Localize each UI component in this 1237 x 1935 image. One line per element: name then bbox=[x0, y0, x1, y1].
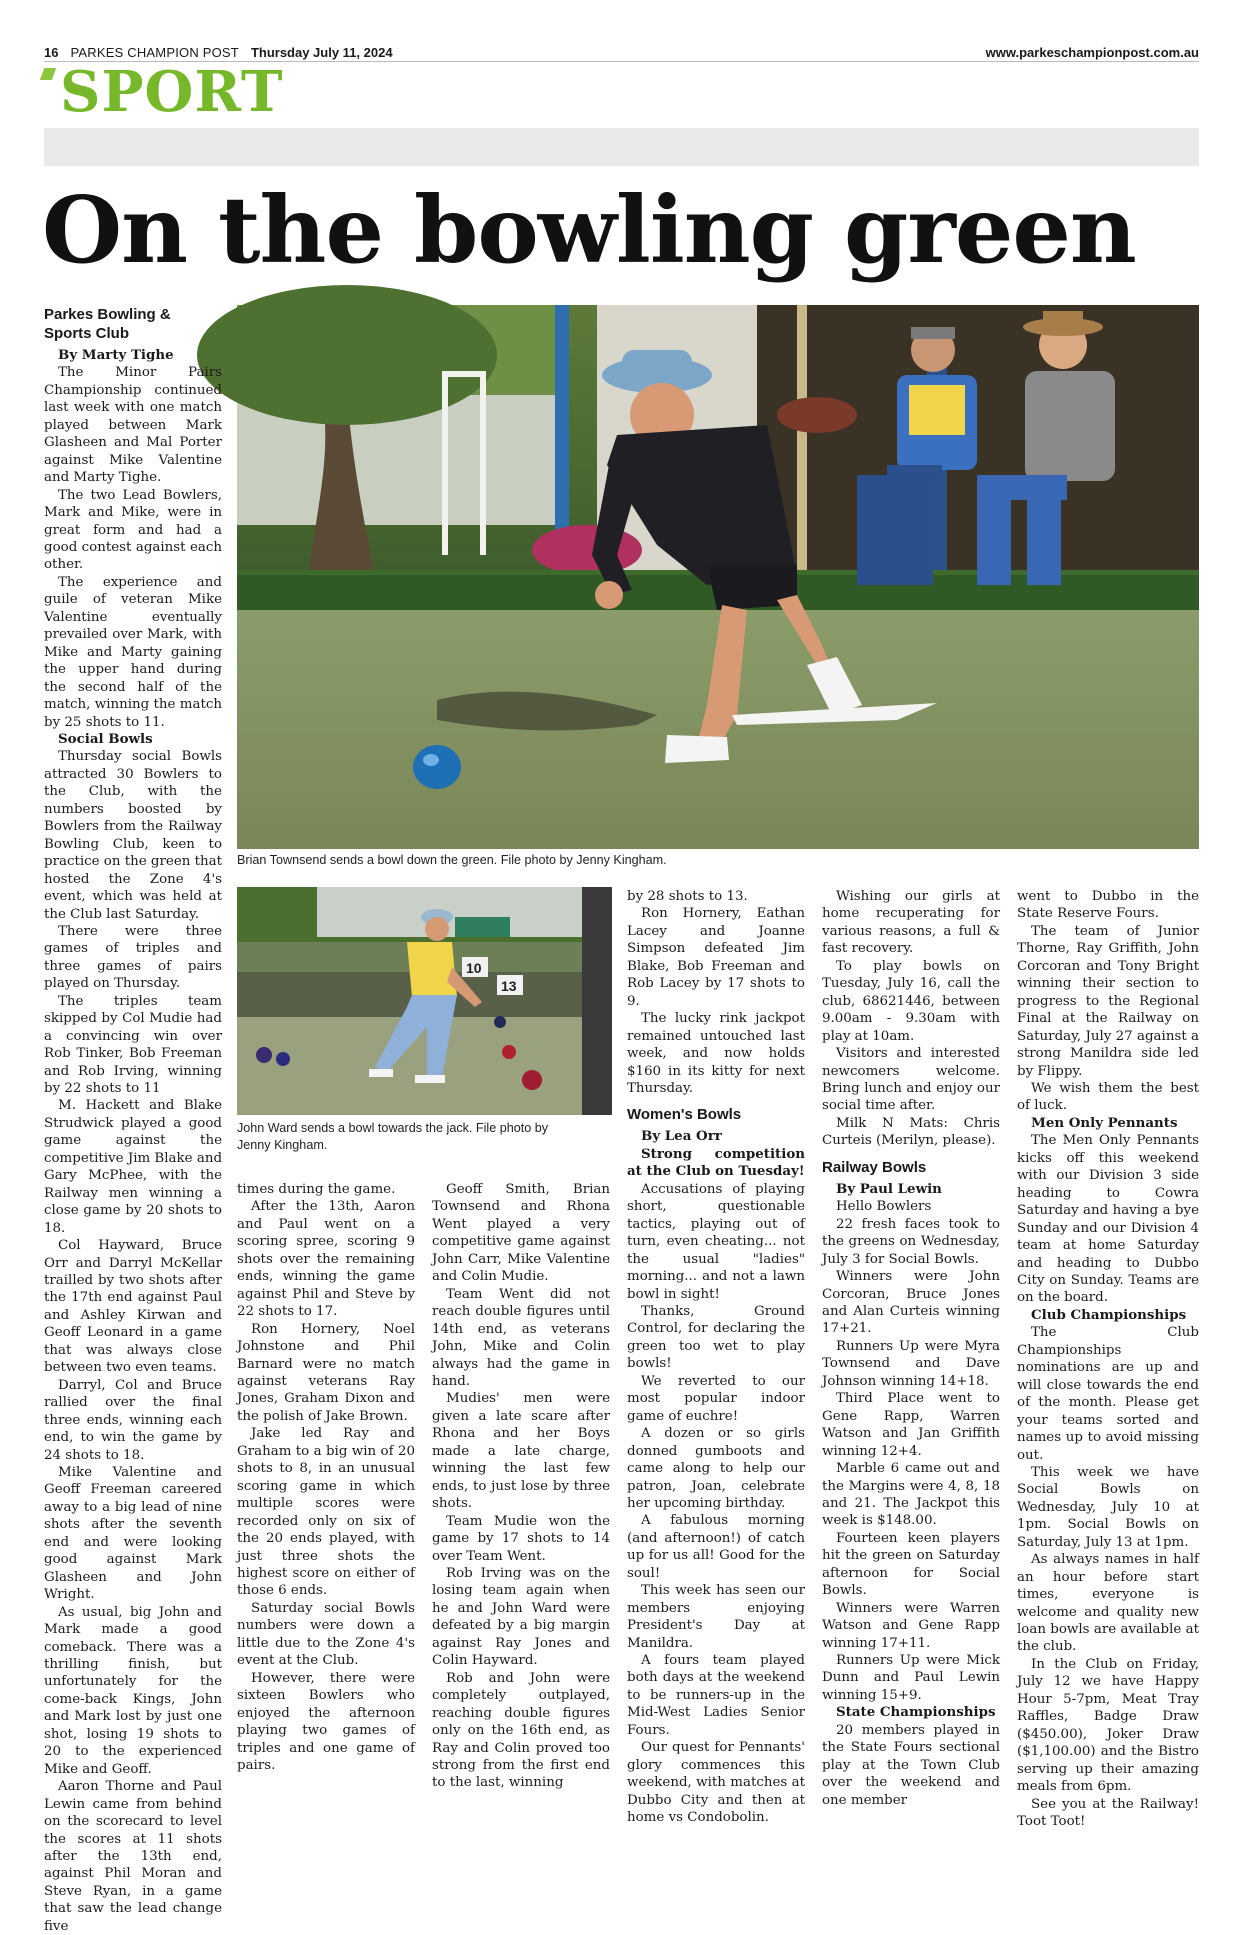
sign-number-10: 10 bbox=[466, 960, 482, 976]
paragraph: Team Went did not reach double figures until 14th end, as veterans John, Mike and Colin always had the game in hand. bbox=[432, 1286, 610, 1389]
paragraph: Winners were Warren Watson and Gene Rapp winning 17+11. bbox=[822, 1600, 1000, 1651]
paragraph: 20 members played in the State Fours sectional play at the Town Club over the weekend and one member bbox=[822, 1722, 1000, 1808]
ward-bowling-image bbox=[237, 887, 612, 1115]
paragraph: Wishing our girls at home recuperating for various reasons, a full & fast recovery. bbox=[822, 889, 1000, 957]
paragraph: After the 13th, Aaron and Paul went on a scoring spree, scoring 9 shots over the remaining ends, winning the game against Phil and Steve by 22 shots to 17. bbox=[237, 1199, 415, 1320]
paragraph: As always names in half an hour before start times, everyone is welcome and quality new loan bowls are available at the club. bbox=[1017, 1552, 1199, 1655]
section-banner bbox=[42, 59, 284, 126]
article-heading-womens: Women's Bowls bbox=[627, 1106, 742, 1124]
paragraph: We wish them the best of luck. bbox=[1017, 1080, 1199, 1114]
paragraph: A fabulous morning (and afternoon!) of catch up for us all! Good for the soul! bbox=[627, 1513, 805, 1581]
byline: By Paul Lewin bbox=[836, 1180, 942, 1197]
main-photo bbox=[237, 305, 1199, 849]
page-number: 16 bbox=[44, 44, 59, 60]
section-bar bbox=[44, 128, 1199, 166]
paragraph: by 28 shots to 13. bbox=[627, 889, 748, 904]
paragraph: Mike Valentine and Geoff Freeman careered away to a big lead of nine shots after the seventh end and were looking good against Mark Glasheen and John Wright. bbox=[44, 1465, 222, 1603]
paragraph: Col Hayward, Bruce Orr and Darryl McKellar trailled by two shots after the 17th end against Paul and Ashley Kirwan and Geoff Leonard in a game that was always close between two even teams. bbox=[44, 1238, 222, 1376]
paragraph: times during the game. bbox=[237, 1182, 396, 1197]
section-accent-mark bbox=[40, 68, 56, 80]
column-1 bbox=[44, 305, 222, 1935]
paragraph: There were three games of triples and three games of pairs played on Thursday. bbox=[44, 923, 222, 992]
subheading: Men Only Pennants bbox=[1031, 1114, 1178, 1131]
paragraph: Ron Hornery, Noel Johnstone and Phil Barnard were no match against veterans Ray Jones, Graham Dixon and the polish of Jake Brown. bbox=[237, 1321, 415, 1424]
column-2 bbox=[237, 1181, 415, 1774]
paragraph: This week has seen our members enjoying President's Day at Manildra. bbox=[627, 1583, 805, 1651]
secondary-photo bbox=[237, 887, 612, 1115]
article-heading-parkes bbox=[44, 305, 222, 343]
paragraph: The experience and guile of veteran Mike Valentine eventually prevailed over Mark, with Mike and Marty gaining the upper hand during the second half of the match, winning the match by 25 shots to 11. bbox=[44, 574, 222, 730]
paragraph: Darryl, Col and Bruce rallied over the final three ends, winning each end, to win the game by 24 shots to 18. bbox=[44, 1377, 222, 1463]
paragraph: We reverted to our most popular indoor game of euchre! bbox=[627, 1373, 805, 1424]
subheading: State Championships bbox=[836, 1704, 996, 1721]
paragraph: The Men Only Pennants kicks off this weekend with our Division 3 side heading to Cowra Saturday and having a bye Sunday and our Division 4 team at home Saturday and heading to Dubbo City on Sunday. Teams are on the board. bbox=[1017, 1133, 1199, 1306]
paragraph: The triples team skipped by Col Mudie had a convincing win over Rob Tinker, Bob Freeman and Rob Irving, winning by 22 shots to 11 bbox=[44, 993, 222, 1097]
heading-line2: Sports Club bbox=[44, 325, 129, 342]
paragraph: Jake led Ray and Graham to a big win of 20 shots to 8, in an unusual scoring game in which multiple scores were recorded only on six of the 20 ends played, with just three shots the highest score on either of those 6 ends. bbox=[237, 1426, 415, 1599]
secondary-caption-line1: John Ward sends a bowl towards the jack. File photo by bbox=[237, 1121, 549, 1135]
subheading: Social Bowls bbox=[58, 730, 153, 747]
paragraph: Runners Up were Myra Townsend and Dave Johnson winning 14+18. bbox=[822, 1338, 1000, 1389]
paragraph: Winners were John Corcoran, Bruce Jones and Alan Curteis winning 17+21. bbox=[822, 1269, 1000, 1337]
column-4 bbox=[627, 888, 805, 1827]
publication-name: PARKES CHAMPION POST bbox=[70, 44, 239, 60]
paragraph: In the Club on Friday, July 12 we have Happy Hour 5-7pm, Meat Tray Raffles, Badge Draw ($450.00), Joker Draw ($1,100.00) and the Bistro serving up their amazing meals from 6pm. bbox=[1017, 1656, 1199, 1795]
paragraph: A fours team played both days at the weekend to be runners-up in the Mid-West Ladies Senior Fours. bbox=[627, 1653, 805, 1738]
paragraph: However, there were sixteen Bowlers who enjoyed the afternoon playing two games of triples and one game of pairs. bbox=[237, 1670, 415, 1773]
paragraph: The team of Junior Thorne, Ray Griffith, John Corcoran and Tony Bright winning their section to progress to the Regional Final at the Railway on Saturday, July 27 against a strong Manildra side led by Flippy. bbox=[1017, 923, 1199, 1079]
paragraph: To play bowls on Tuesday, July 16, call the club, 68621446, between 9.00am - 9.30am with play at 10am. bbox=[822, 958, 1000, 1044]
paragraph: Marble 6 came out and the Margins were 4, 8, 18 and 21. The Jackpot this week is $148.00. bbox=[822, 1461, 1000, 1529]
page-header bbox=[44, 44, 1199, 60]
paragraph: The two Lead Bowlers, Mark and Mike, were in great form and had a good contest against each other. bbox=[44, 487, 222, 573]
paragraph: Ron Hornery, Eathan Lacey and Joanne Simpson defeated Jim Blake, Bob Freeman and Rob Lacey by 17 shots to 9. bbox=[627, 906, 805, 1009]
paragraph: The Club Championships nominations are up and will close towards the end of the month. Please get your teams sorted and names up to avoid missing out. bbox=[1017, 1325, 1199, 1463]
subheading: Strong competition at the Club on Tuesday! bbox=[627, 1145, 805, 1180]
paragraph: Rob Irving was on the losing team again when he and John Ward were defeated by a big margin against Ray Jones and Colin Hayward. bbox=[432, 1565, 610, 1669]
column-5 bbox=[822, 888, 1000, 1809]
paragraph: Geoff Smith, Brian Townsend and Rhona Went played a very competitive game against John Carr, Mike Valentine and Colin Mudie. bbox=[432, 1182, 610, 1285]
paragraph: went to Dubbo in the State Reserve Fours. bbox=[1017, 889, 1199, 922]
column-6 bbox=[1017, 888, 1199, 1830]
heading-line1: Parkes Bowling & bbox=[44, 306, 171, 323]
paragraph: Our quest for Pennants' glory commences this weekend, with matches at Dubbo City and then at home vs Condobolin. bbox=[627, 1740, 805, 1826]
paragraph: Team Mudie won the game by 17 shots to 14 over Team Went. bbox=[432, 1513, 610, 1564]
bowler-scene-image bbox=[237, 305, 1199, 849]
paragraph: Accusations of playing short, questionable tactics, playing out of turn, even cheating... not the usual "ladies" morning... and not a lawn bowl in sight! bbox=[627, 1181, 805, 1302]
sign-number-13: 13 bbox=[501, 978, 517, 994]
section-title: SPORT bbox=[60, 59, 284, 125]
paragraph: Fourteen keen players hit the green on Saturday afternoon for Social Bowls. bbox=[822, 1530, 1000, 1599]
paragraph: The lucky rink jackpot remained untouched last week, and now holds $160 in its kitty for next Thursday. bbox=[627, 1011, 805, 1096]
subheading: Club Championships bbox=[1031, 1306, 1187, 1323]
secondary-photo-caption bbox=[237, 1120, 617, 1154]
paragraph: Thursday social Bowls attracted 30 Bowlers to the Club, with the numbers boosted by Bowlers from the Railway Bowling Club, keen to practice on the green that hosted the Zone 4's event, which was held at the Club last Saturday. bbox=[44, 749, 223, 922]
paragraph: Milk N Mats: Chris Curteis (Merilyn, please). bbox=[822, 1115, 1000, 1149]
article-heading-railway: Railway Bowls bbox=[822, 1158, 927, 1176]
headline: On the bowling green bbox=[42, 176, 1136, 284]
paragraph: 22 fresh faces took to the greens on Wednesday, July 3 for Social Bowls. bbox=[822, 1216, 1000, 1267]
paragraph: Visitors and interested newcomers welcome. Bring lunch and enjoy our social time after. bbox=[822, 1046, 1000, 1114]
issue-date: Thursday July 11, 2024 bbox=[250, 44, 393, 60]
main-photo-caption: Brian Townsend sends a bowl down the green. File photo by Jenny Kingham. bbox=[237, 853, 667, 867]
paragraph: See you at the Railway! Toot Toot! bbox=[1017, 1796, 1199, 1830]
paragraph: Rob and John were completely outplayed, reaching double figures only on the 16th end, as Ray and Colin proved too strong from the first end to the last, winning bbox=[432, 1670, 610, 1791]
paragraph: M. Hackett and Blake Strudwick played a good game against the competitive Jim Blake and Gary McPhee, with the Railway men winning a close game by 20 shots to 18. bbox=[44, 1098, 223, 1236]
paragraph: Hello Bowlers bbox=[836, 1199, 932, 1215]
paragraph: Thanks, Ground Control, for declaring the green too wet to play bowls! bbox=[627, 1303, 805, 1372]
paragraph: Mudies' men were given a late scare after Rhona and her Boys made a late charge, winning the last few ends, to just lose by three shots. bbox=[432, 1391, 610, 1512]
paragraph: This week we have Social Bowls on Wednesday, July 10 at 1pm. Social Bowls on Saturday, July 13 at 1pm. bbox=[1017, 1464, 1199, 1550]
paragraph: As usual, big John and Mark made a good comeback. There was a thrilling finish, but unfortunately for the come-back Kings, John and Mark lost by just one shot, losing 19 shots to 20 to the experienced Mike and Geoff. bbox=[44, 1604, 222, 1777]
byline: By Lea Orr bbox=[641, 1128, 722, 1145]
secondary-caption-line2: Jenny Kingham. bbox=[237, 1138, 328, 1152]
column-3 bbox=[432, 1181, 610, 1792]
paragraph: Aaron Thorne and Paul Lewin came from behind on the scorecard to level the scores at 11 shots after the 13th end, against Phil Moran and Steve Ryan, in a game that saw the lead change five bbox=[44, 1779, 222, 1934]
byline: By Marty Tighe bbox=[58, 347, 174, 363]
website-link[interactable]: www.parkeschampionpost.com.au bbox=[985, 44, 1199, 60]
paragraph: Saturday social Bowls numbers were down a little due to the Zone 4's event at the Club. bbox=[237, 1600, 415, 1669]
paragraph: The Minor Pairs Championship continued last week with one match played between Mark Glasheen and Mal Porter against Mike Valentine and Marty Tighe. bbox=[44, 365, 222, 486]
paragraph: Runners Up were Mick Dunn and Paul Lewin winning 15+9. bbox=[822, 1653, 1000, 1703]
paragraph: Third Place went to Gene Rapp, Warren Watson and Jan Griffith winning 12+4. bbox=[822, 1391, 1000, 1459]
paragraph: A dozen or so girls donned gumboots and came along to help our patron, Joan, celebrate her upcoming birthday. bbox=[627, 1426, 805, 1511]
